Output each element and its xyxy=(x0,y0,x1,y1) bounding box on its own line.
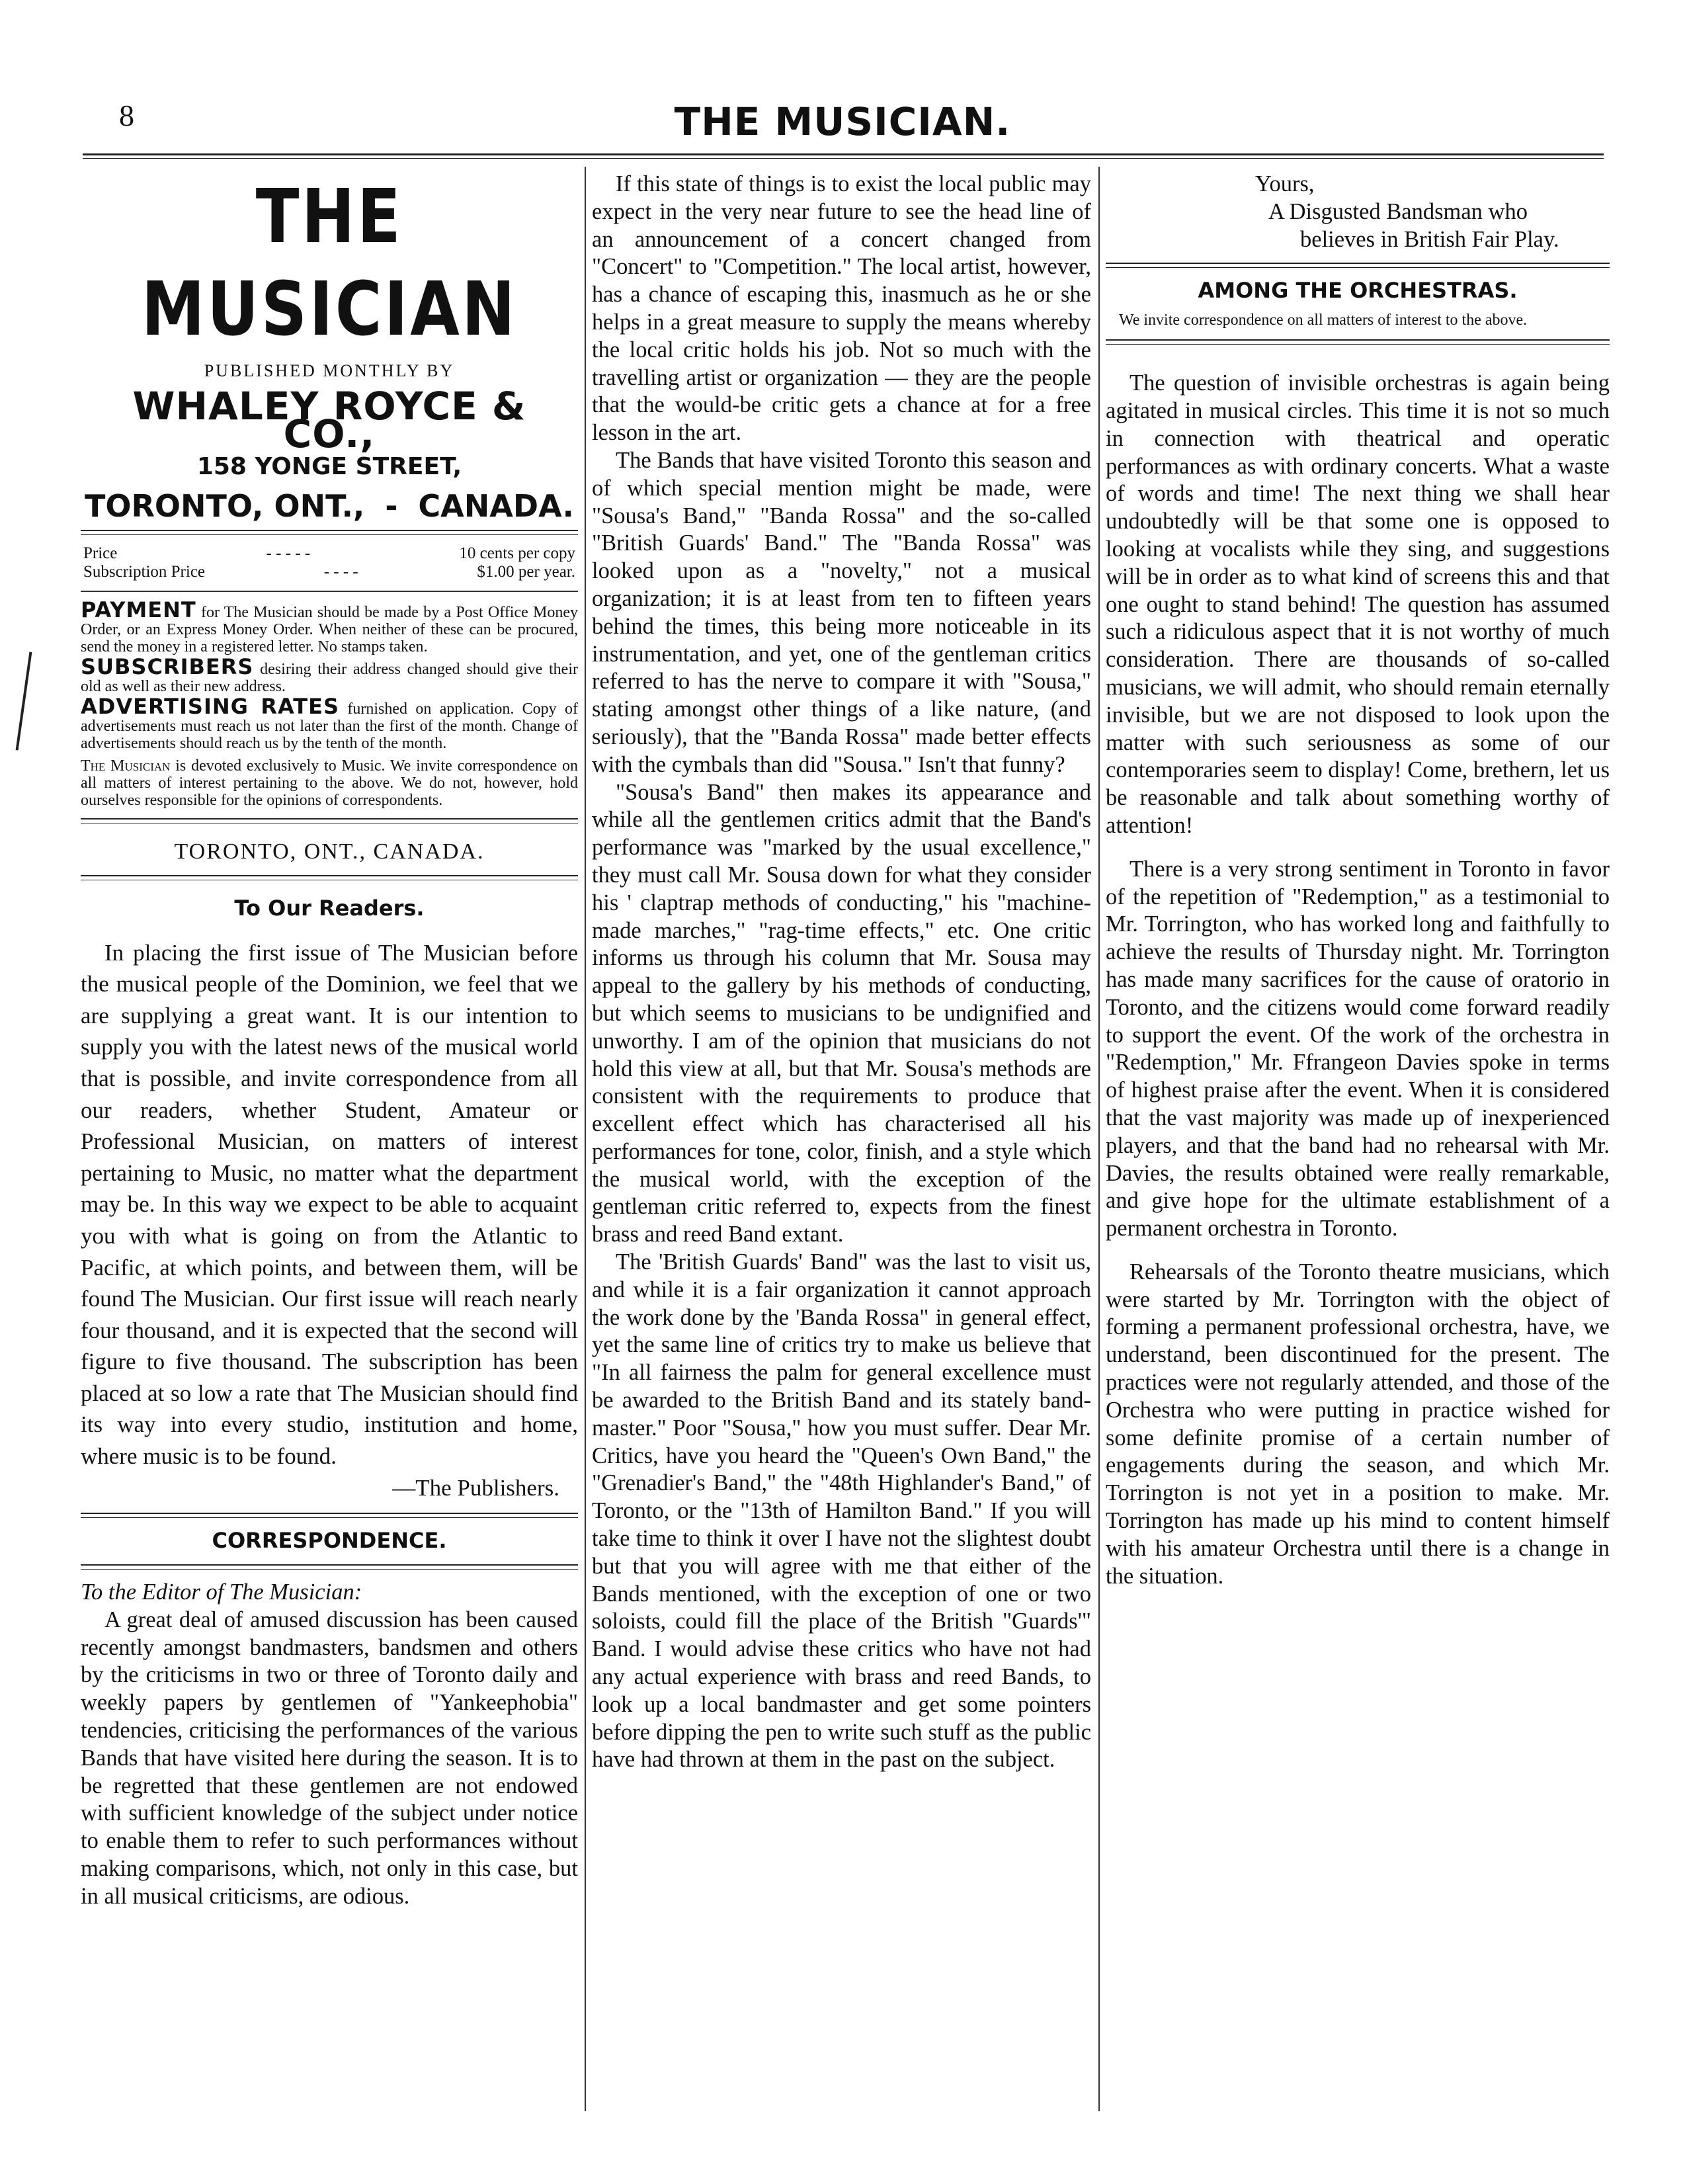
correspondence-rule xyxy=(81,1513,578,1518)
margin-pencil-mark xyxy=(16,651,32,750)
column-divider xyxy=(1098,167,1100,2111)
letter-sign-line-1: A Disgusted Bandsman who xyxy=(1268,198,1528,224)
subscribers-notice xyxy=(81,653,578,695)
price-dots: - - - - - xyxy=(266,544,311,562)
correspondence-heading: CORRESPONDENCE. xyxy=(212,1528,447,1554)
column-right xyxy=(1106,171,1610,1590)
subscribers-heading: SUBSCRIBERS xyxy=(81,653,254,679)
masthead-title: THE MUSICIAN xyxy=(141,174,518,353)
price-value: 10 cents per copy xyxy=(459,544,575,562)
header-rule xyxy=(83,153,1604,159)
publisher-name: WHALEY ROYCE & CO., xyxy=(132,383,526,456)
location-line: TORONTO, ONT., CANADA. xyxy=(174,839,485,864)
orchestras-invite: We invite correspondence on all matters of interest to the above. xyxy=(1119,312,1528,329)
correspondence-paragraph-2: If this state of things is to exist the local public may expect in the very near future to see the head line of an announcement of a concert changed from "Concert" to "Competition." The local artist, however, has a chance of escaping this, inasmuch as he or she helps in a great measure to supply the means whereby the local critic holds his job. Not so much with the travelling artist or organization — they are the people that the would-be critic gets a chance at for a free lesson in the art. xyxy=(592,171,1091,446)
city-dash: - xyxy=(385,488,398,525)
advertising-text: furnished on application. Copy of advertisements must reach us not later than the first of the month. Change of advertisements should reach us by the tenth of the month. xyxy=(81,700,579,752)
column-divider xyxy=(585,167,586,2111)
masthead-subtitle: PUBLISHED MONTHLY BY xyxy=(204,361,455,380)
publisher-city-line xyxy=(81,488,578,525)
subscription-price-value: $1.00 per year. xyxy=(477,562,575,581)
payment-heading: PAYMENT xyxy=(81,597,196,622)
payment-notice xyxy=(81,597,579,655)
price-rule xyxy=(81,591,578,592)
devoted-heading: The Musician xyxy=(81,757,171,775)
payment-text: for The Musician should be made by a Post Office Money Order, or an Express Money Order. When neither of these can be procured, send the money in a registered letter. No stamps taken. xyxy=(81,603,579,655)
country: CANADA. xyxy=(418,488,574,525)
masthead-rule xyxy=(81,530,578,535)
letter-sign-line-2: believes in British Fair Play. xyxy=(1300,226,1559,252)
column-left xyxy=(81,171,578,1911)
devoted-text: is devoted exclusively to Music. We invite correspondence on all matters of interest pertaining to the above. We do not, however, hold ourselves responsible for the opinions of correspondents. xyxy=(81,757,579,809)
city: TORONTO, ONT., xyxy=(85,488,365,525)
orchestras-rule xyxy=(1106,339,1610,345)
subscribers-text: desiring their address changed should give their old as well as their new address. xyxy=(81,660,578,695)
orchestras-heading: AMONG THE ORCHESTRAS. xyxy=(1198,278,1518,304)
devoted-notice xyxy=(81,757,578,809)
location-rule xyxy=(81,875,578,880)
orchestras-top-rule xyxy=(1106,263,1610,268)
correspondence-heading-rule xyxy=(81,1564,578,1570)
page-number: 8 xyxy=(119,99,134,132)
correspondence-paragraph-5: The 'British Guards' Band" was the last to visit us, and while it is a fair organization it cannot approach the work done by the 'Banda Rossa" in general effect, yet the same line of critics try to make us believe that "In all fairness the palm for general excellence must be awarded to the British Band and its stately band-master." Poor "Sousa," how you must suffer. Dear Mr. Critics, have you heard the "Queen's Own Band," the "Grenadier's Band," the "48th Highlander's Band," of Toronto, or the "13th of Hamilton Band." If you will take time to think it over I have not the slightest doubt but that you will agree with me that either of the Bands mentioned, with the exception of one or two soloists, could fill the place of the British "Guards'" Band. I would advise these critics who have not had any actual experience with brass and reed Bands, to look up a local bandmaster and get some pointers before dipping the pen to write such stuff as the public have had thrown at them in the past on the subject. xyxy=(592,1249,1091,1773)
price-label: Price xyxy=(83,544,118,562)
letter-sign-yours: Yours, xyxy=(1255,171,1315,196)
price-row xyxy=(81,544,578,563)
subscription-price-label: Subscription Price xyxy=(83,562,206,581)
correspondence-paragraph-1: A great deal of amused discussion has been caused recently amongst bandmasters, bandsmen and others by the criticisms in two or three of Toronto daily and weekly papers by gentlemen of "Yankeephobia" tendencies, criticising the performances of the various Bands that have visited here during the season. It is to be regretted that these gentlemen are not endowed with sufficient knowledge of the subject under notice to enable them to refer to such performances without making comparisons, which, not only in this case, but in all musical criticisms, are odious. xyxy=(81,1607,578,1909)
publisher-address: 158 YONGE STREET, xyxy=(196,453,462,481)
advertising-notice xyxy=(81,693,579,752)
running-head: THE MUSICIAN. xyxy=(674,99,1011,144)
orchestras-paragraph-3: Rehearsals of the Toronto theatre musicians, which were started by Mr. Torrington with the object of forming a permanent professional orchestra, have, we understand, been discontinued for the present. The practices were not regularly attended, and those of the Orchestra who were putting in practice wished for some definite promise of a certain number of engagements during the season, and which Mr. Torrington is not yet in a position to make. Mr. Torrington has made up his mind to content himself with his amateur Orchestra until there is a change in the situation. xyxy=(1106,1259,1610,1589)
readers-paragraph: In placing the first issue of The Musician before the musical people of the Dominion, we feel that we are supplying a great want. It is our intention to supply you with the latest news of the musical world that is possible, and invite correspondence from all our readers, whether Student, Amateur or Professional Musician, on matters of interest pertaining to Music, no matter what the department may be. In this way we expect to be able to acquaint you with what is going on from the Atlantic to Pacific, at which points, and between them, will be found The Musician. Our first issue will reach nearly four thousand, and it is expected that the second will figure to five thousand. The subscription has been placed at so low a rate that The Musician should find its way into every studio, institution and home, where music is to be found. xyxy=(81,939,578,1470)
column-middle xyxy=(592,171,1091,1774)
subscription-price-dots: - - - - xyxy=(323,562,358,581)
correspondence-salutation: To the Editor of The Musician: xyxy=(81,1579,362,1605)
advertising-heading: ADVERTISING RATES xyxy=(81,693,340,719)
correspondence-paragraph-4: "Sousa's Band" then makes its appearance and while all the gentlemen critics admit that the Band's performance was "marked by the usual excellence," they must call Mr. Sousa down for what they consider his ' claptrap methods of conducting," his "machine-made marches," "rag-time effects," etc. One critic informs us through his column that Mr. Sousa may appeal to the gallery by his methods of conducting, but which seems to musicians to be undignified and unworthy. I am of the opinion that musicians do not hold this view at all, but that Mr. Sousa's methods are consistent with the requirements to produce that excellent effect which has characterised all his performances for tone, color, finish, and a style which the musical world, with the exception of the gentleman critic referred to, expects from the finest brass and reed Band extant. xyxy=(592,779,1091,1247)
orchestras-paragraph-1: The question of invisible orchestras is again being agitated in musical circles. This time it is not so much in connection with theatrical and operatic performances as with ordinary concerts. What a waste of words and time! The next thing we shall hear undoubtedly will be that some one is opposed to looking at vocalists while they sing, and suggestions will be in order as to what kind of screens this and that one ought to stand behind! The question has assumed such a ridiculous aspect that it is not worthy of much consideration. There are thousands of so-called musicians, we will admit, who should remain eternally invisible, but we are not disposed to look upon the matter with such seriousness as some of our contemporaries seem to display! Come, brethern, let us be reasonable and talk about something worthy of attention! xyxy=(1106,370,1610,838)
readers-heading: To Our Readers. xyxy=(234,895,425,921)
orchestras-paragraph-2: There is a very strong sentiment in Toronto in favor of the repetition of "Redemption," as a testimonial to Mr. Torrington, who has worked long and faithfully to achieve the results of Thursday night. Mr. Torrington has made many sacrifices for the cause of oratorio in Toronto, and the citizens would come forward readily to support the event. Of the work of the orchestra in "Redemption," Mr. Ffrangeon Davies spoke in terms of highest praise after the event. When it is considered that the vast majority was made up of inexperienced players, and that the band had no rehearsal with Mr. Davies, the results obtained were really remarkable, and give hope for the ultimate establishment of a permanent orchestra in Toronto. xyxy=(1106,856,1610,1241)
subscription-price-row xyxy=(81,563,578,581)
notices-rule xyxy=(81,818,578,823)
readers-article xyxy=(81,937,578,1504)
readers-signoff: —The Publishers. xyxy=(392,1474,559,1501)
correspondence-paragraph-3: The Bands that have visited Toronto this season and of which special mention might be made, were "Sousa's Band," "Banda Rossa" and the so-called "British Guards' Band." The "Banda Rossa" was looked upon as a "novelty," not a musical organization; it is at least from ten to fifteen years behind the times, this being more noticeable in its instrumentation, and yet, one of the gentleman critics referred to has the nerve to compare it with "Sousa," stating amongst other things of a like nature, (and seriously), that the "Banda Rossa" made better effects with the cymbals than did "Sousa." Isn't that funny? xyxy=(592,447,1091,777)
